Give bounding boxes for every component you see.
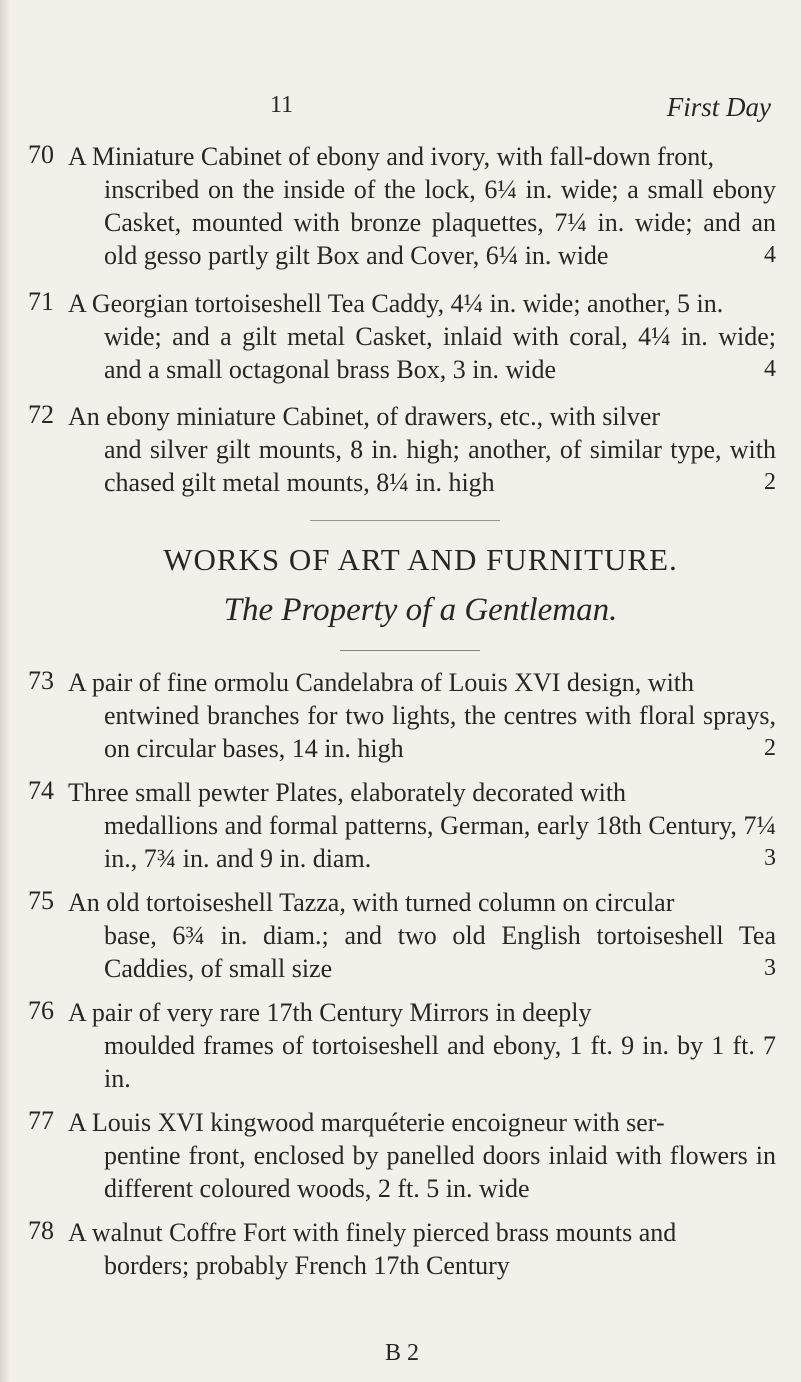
- page-edge-shadow: [0, 0, 10, 1382]
- lot-first-line: An ebony miniature Cabinet, of drawers, etc., with silver: [68, 402, 661, 431]
- lot-description: [68, 1216, 776, 1282]
- lot-number: 77: [28, 1106, 54, 1135]
- lot-continuation: moulded frames of tortoiseshell and ebony, 1 ft. 9 in. by 1 ft. 7 in.: [104, 1031, 776, 1093]
- lot-first-line: A Louis XVI kingwood marquéterie encoigneur with ser-: [68, 1108, 665, 1137]
- lot-number: 74: [28, 776, 54, 805]
- lot-quantity: 2: [764, 735, 776, 761]
- lot-description: [68, 776, 776, 875]
- page-number: 11: [270, 92, 294, 118]
- lot-first-line: A pair of fine ormolu Candelabra of Louis XVI design, with: [68, 668, 695, 697]
- lot-first-line: A Georgian tortoiseshell Tea Caddy, 4¼ in. wide; another, 5 in.: [68, 289, 724, 318]
- signature-mark: B 2: [385, 1340, 420, 1366]
- lot-quantity: 3: [764, 955, 776, 981]
- running-title: First Day: [666, 92, 771, 122]
- lot-quantity: 2: [764, 469, 776, 495]
- lot-continuation: base, 6¾ in. diam.; and two old English tortoiseshell Tea Caddies, of small size: [104, 921, 776, 983]
- divider-rule: [340, 650, 480, 651]
- lot-first-line: A pair of very rare 17th Century Mirrors in deeply: [68, 998, 592, 1027]
- lot-number: 78: [28, 1216, 54, 1245]
- lot-description: [68, 666, 776, 765]
- lot-description: [68, 287, 776, 386]
- lot-continuation: inscribed on the inside of the lock, 6¼ in. wide; a small ebony Casket, mounted with bronze plaquettes, 7¼ in. wide; and an old gesso partly gilt Box and Cover, 6¼ in. wide: [104, 175, 776, 270]
- lot-number: 70: [28, 140, 54, 169]
- lot-description: [68, 886, 776, 985]
- lot-quantity: 4: [764, 356, 776, 382]
- section-title: WORKS OF ART AND FURNITURE.: [163, 542, 678, 577]
- page-header: [270, 92, 771, 122]
- lot-first-line: A walnut Coffre Fort with finely pierced brass mounts and: [68, 1218, 677, 1247]
- lot-number: 71: [28, 287, 54, 316]
- lot-description: [68, 400, 776, 499]
- lot-first-line: Three small pewter Plates, elaborately decorated with: [68, 778, 627, 807]
- lot-number: 76: [28, 996, 54, 1025]
- lot-continuation: borders; probably French 17th Century: [104, 1251, 510, 1280]
- lot-continuation: pentine front, enclosed by panelled doors inlaid with flowers in different coloured woods, 2 ft. 5 in. wide: [104, 1141, 776, 1203]
- lot-quantity: 4: [764, 242, 776, 268]
- lot-description: [68, 1106, 776, 1205]
- divider-rule: [310, 520, 500, 521]
- lot-number: 73: [28, 666, 54, 695]
- lot-number: 75: [28, 886, 54, 915]
- lot-number: 72: [28, 400, 54, 429]
- lot-continuation: entwined branches for two lights, the centres with floral sprays, on circular bases, 14 in. high: [104, 701, 776, 763]
- lot-first-line: An old tortoiseshell Tazza, with turned column on circular: [68, 888, 675, 917]
- lot-continuation: medallions and formal patterns, German, early 18th Century, 7¼ in., 7¾ in. and 9 in. diam.: [104, 811, 776, 873]
- lot-description: [68, 996, 776, 1095]
- lot-continuation: and silver gilt mounts, 8 in. high; another, of similar type, with chased gilt metal mounts, 8¼ in. high: [104, 435, 776, 497]
- lot-continuation: wide; and a gilt metal Casket, inlaid with coral, 4¼ in. wide; and a small octagonal brass Box, 3 in. wide: [104, 322, 776, 384]
- lot-description: [68, 140, 776, 272]
- lot-first-line: A Miniature Cabinet of ebony and ivory, with fall-down front,: [68, 142, 715, 171]
- lot-quantity: 3: [764, 845, 776, 871]
- section-subtitle: The Property of a Gentleman.: [223, 592, 618, 628]
